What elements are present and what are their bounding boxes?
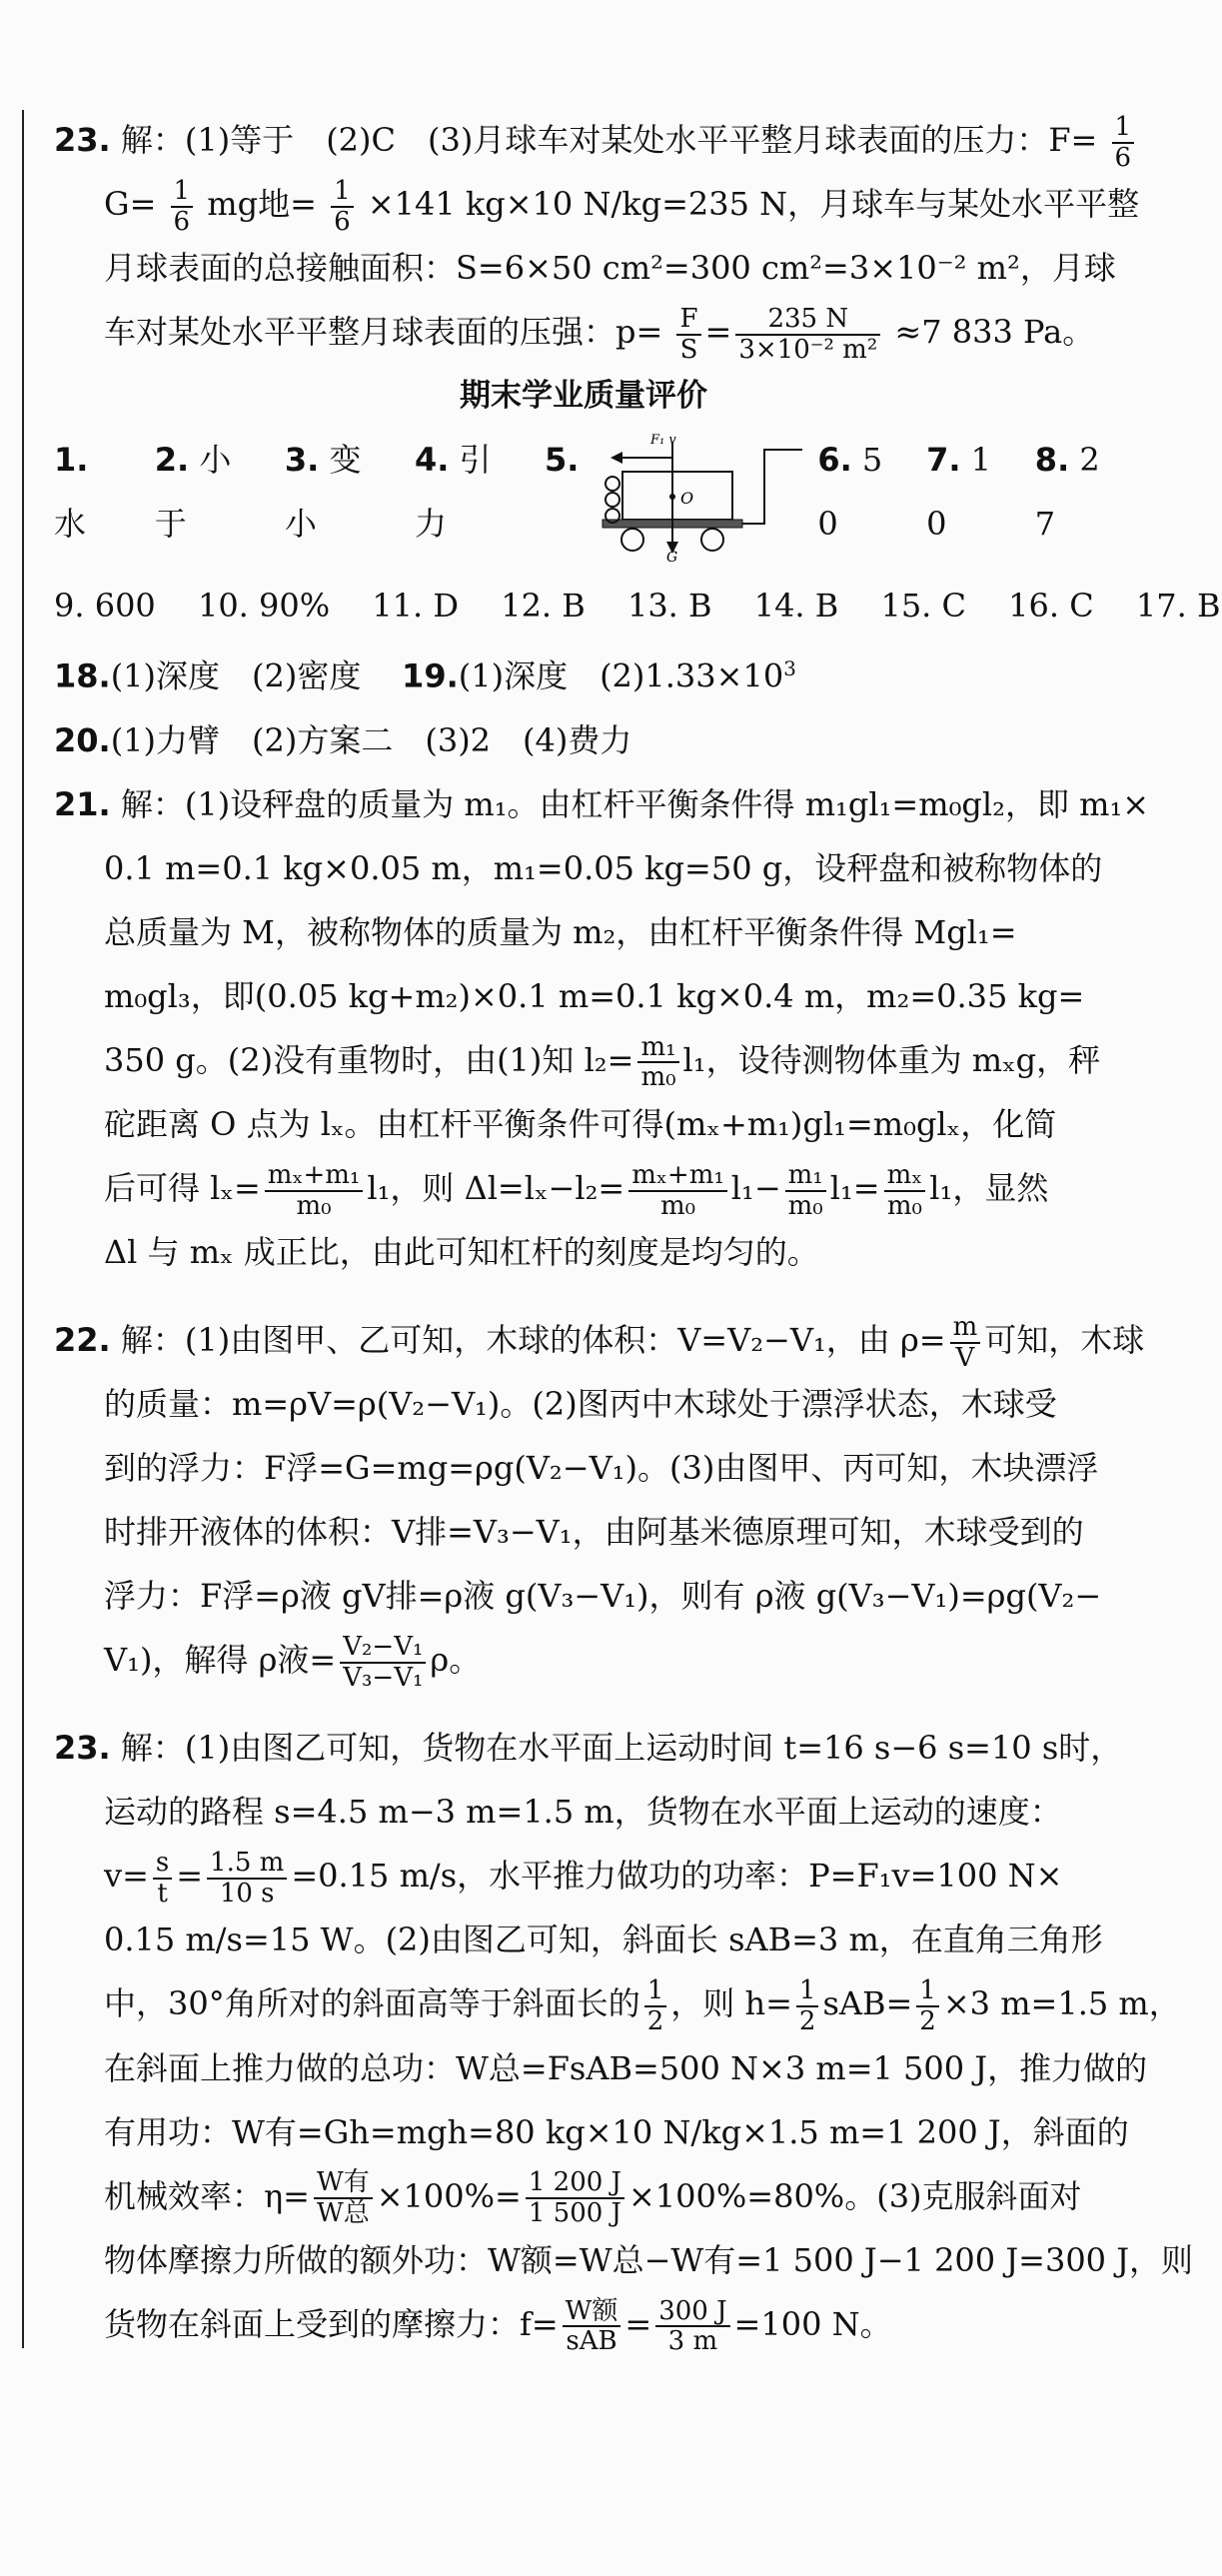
fraction: $\frac{F}{S}$	[676, 305, 700, 364]
q22-line-5: 浮力：F浮=ρ液 gV排=ρ液 g(V₃−V₁)，则有 ρ液 g(V₃−V₁)=ρg(V₂−	[104, 1577, 1102, 1616]
q21-line-4: m₀gl₃，即(0.05 kg+m₂)×0.1 m=0.1 kg×0.4 m，m₂=0.35 kg=	[104, 976, 1085, 1015]
answers-row-1-8: 1. 水 2. 小于 3. 变小 4. 引力 5. O F₁ v G 6. 50 7. 10 8. 27	[54, 428, 1113, 574]
q23-line-8: 机械效率：η= $\frac{\text{W有}}{\text{W总}}$ ×100%= $\frac{1 200 J}{1 500 J}$ ×100%=80%。(3)克服斜面对	[104, 2167, 1082, 2228]
q21-line-6: 砣距离 O 点为 lₓ。由杠杆平衡条件可得(mₓ+m₁)gl₁=m₀glₓ，化简	[104, 1105, 1057, 1144]
section-title: 期末学业质量评价	[460, 378, 707, 415]
label-f: F₁ v	[650, 433, 677, 449]
roller	[606, 477, 619, 491]
answers-row-9-17: 9. 600 10. 90% 11. D 12. B 13. B 14. B 15. C 16. C 17. B	[54, 587, 1221, 626]
fraction: $\frac{1}{6}$	[171, 177, 194, 236]
answers-row-20: 20.(1)力臂 (2)方案二 (3)2 (4)费力	[54, 720, 632, 759]
q23-line-3: v= $\frac{s}{t}$ = $\frac{1.5 m}{10 s}$ =0.15 m/s，水平推力做功的功率：P=F₁v=100 N×	[104, 1848, 1063, 1909]
q21-line-8: Δl 与 mₓ 成正比，由此可知杠杆的刻度是均匀的。	[104, 1233, 819, 1272]
force-diagram	[593, 428, 803, 563]
table-edge	[742, 450, 802, 524]
q23-line-7: 有用功：W有=Gh=mgh=80 kg×10 N/kg×1.5 m=1 200 J，斜面的	[104, 2112, 1129, 2151]
point-o	[669, 494, 675, 500]
label-o: O	[680, 489, 694, 509]
q21-line-5: 350 g。(2)没有重物时，由(1)知 l₂= $\frac{\text{m₁}}{\text{m₀}}$ l₁，设待测物体重为 mₓg，秤	[104, 1031, 1101, 1093]
answers-row-18-19: 18.(1)深度 (2)密度 19.(1)深度 $(2)1.33\times 10^3$	[54, 656, 796, 695]
answer-content	[54, 108, 1221, 2357]
q22-line-4: 时排开液体的体积：V排=V₃−V₁，由阿基米德原理可知，木球受到的	[104, 1513, 1084, 1552]
label-g: G	[666, 550, 678, 563]
wheel	[701, 529, 723, 551]
q23a-line-1: 23. 解：(1)等于 (2)C (3)月球车对某处水平平整月球表面的压力：F= $\frac{1}{6}$	[54, 108, 1113, 172]
q22-line-1: 22. 解：(1)由图甲、乙可知，木球的体积：V=V₂−V₁，由 ρ= $\frac{m}{V}$ 可知，木球	[54, 1312, 1145, 1373]
wheel	[621, 529, 643, 551]
q21-line-3: 总质量为 M，被称物体的质量为 m₂，由杠杆平衡条件得 Mgl₁=	[104, 912, 1017, 951]
q23-line-1: 23. 解：(1)由图乙可知，货物在水平面上运动时间 t=16 s−6 s=10 s时，	[54, 1729, 1123, 1768]
q23-line-2: 运动的路程 s=4.5 m−3 m=1.5 m，货物在水平面上运动的速度：	[104, 1793, 1062, 1832]
q22-line-3: 到的浮力：F浮=G=mg=ρg(V₂−V₁)。(3)由图甲、丙可知，木块漂浮	[104, 1449, 1099, 1488]
q22-line-2: 的质量：m=ρV=ρ(V₂−V₁)。(2)图丙中木球处于漂浮状态，木球受	[104, 1385, 1057, 1424]
fraction: $\frac{1}{6}$	[331, 177, 354, 236]
q23a-line-2: G= $\frac{1}{6}$ mg地= $\frac{1}{6}$ ×141 kg×10 N/kg=235 N，月球车与某处水平平整	[104, 176, 1140, 237]
q22-line-6: V₁)，解得 ρ液= $\frac{\text{V₂−V₁}}{\text{V₃−V₁}}$ ρ。	[104, 1632, 482, 1693]
margin-rule	[22, 110, 24, 2348]
fraction: $\frac{235 N}{\text{3×10⁻² m²}}$	[735, 305, 880, 364]
q23-line-9: 物体摩擦力所做的额外功：W额=W总−W有=1 500 J−1 200 J=300 J，则	[104, 2240, 1194, 2279]
q23-line-10: 货物在斜面上受到的摩擦力：f= $\frac{\text{W额}}{\text{sAB}}$ = $\frac{300 J}{3 m}$ =100 N。	[104, 2295, 892, 2357]
q23a-line-3: 月球表面的总接触面积：S=6×50 cm²=300 cm²=3×10⁻² m²，月球	[104, 249, 1116, 288]
q23-line-6: 在斜面上推力做的总功：W总=FsAB=500 N×3 m=1 500 J，推力做的	[104, 2048, 1148, 2087]
q21-line-1: 21. 解：(1)设秤盘的质量为 m₁。由杠杆平衡条件得 m₁gl₁=m₀gl₂，即 m₁×	[54, 784, 1150, 823]
force-diagram-svg	[593, 422, 822, 562]
fraction: $\frac{1}{6}$	[1112, 113, 1135, 172]
roller	[606, 493, 619, 507]
q21-line-7: 后可得 lₓ= $\frac{\text{mₓ+m₁}}{\text{m₀}}$ l₁，则 Δl=lₓ−l₂= $\frac{\text{mₓ+m₁}}{\text{m₀}}$ l₁− $\frac{\text{m₁}}{\text{m₀}}$ l₁= $\frac{\text{mₓ}}{\text{m₀}}$ l₁，显然	[104, 1159, 1049, 1221]
q23a-line-4: 车对某处水平平整月球表面的压强：p= $\frac{F}{S}$ = $\frac{235 N}{\text{3×10⁻² m²}}$ ≈7 833 Pa。	[104, 304, 1095, 365]
q21-line-2: 0.1 m=0.1 kg×0.05 m，m₁=0.05 kg=50 g，设秤盘和被称物体的	[104, 848, 1103, 887]
q23-line-5: 中，30°角所对的斜面高等于斜面长的 $\frac{1}{2}$ ，则 h= $\frac{1}{2}$ sAB= $\frac{1}{2}$ ×3 m=1.5 m，	[104, 1975, 1181, 2036]
q23-line-4: 0.15 m/s=15 W。(2)由图乙可知，斜面长 sAB=3 m，在直角三角形	[104, 1921, 1103, 1959]
cart-body	[622, 472, 732, 520]
force-arrow	[611, 452, 622, 464]
